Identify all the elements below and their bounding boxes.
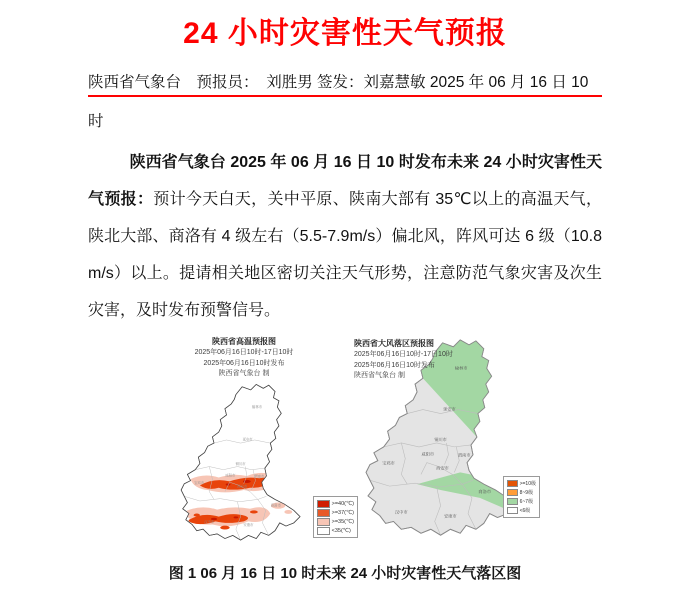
legend-label: 8~9级 [519, 490, 534, 496]
city-label: 商洛市 [478, 489, 492, 494]
city-label: 汉中市 [395, 509, 408, 515]
wind-legend [503, 476, 540, 518]
city-label: 安康市 [242, 522, 253, 527]
city-label: 榆林市 [251, 404, 262, 409]
legend-label: >=37(℃) [331, 509, 354, 516]
issuer-line: 陕西省气象台 预报员： 刘胜男 签发：刘嘉慧敏 2025 年 06 月 16 日 10 [88, 70, 602, 97]
temperature-legend [313, 496, 358, 538]
legend-label: >=40(℃) [331, 500, 354, 507]
city-label: 铜川市 [235, 461, 246, 466]
legend-entry [317, 526, 354, 535]
city-label: 宝鸡市 [193, 480, 204, 485]
legend-swatch [507, 507, 518, 514]
city-label: 延安市 [443, 406, 456, 412]
legend-label: <6级 [519, 508, 531, 514]
figure-caption: 图 1 06 月 16 日 10 时未来 24 小时灾害性天气落区图 [168, 565, 522, 582]
legend-label: 6~7级 [519, 499, 534, 505]
wind-map-title: 陕西省大风落区预报图 [354, 339, 434, 348]
forecast-content-text: 预计今天白天，关中平原、陕南大部有 35℃以上的高温天气，陕北大部、商洛有 4 级左右（5.5-7.9m/s）偏北风，阵风可达 6 级（10.8 m/s）以上。提请相关地区密切关注天气形势，注意防范气象灾害及次生灾害，及时发布预警信号。 [88, 191, 602, 319]
city-label: 咸阳市 [224, 473, 235, 478]
city-label: 西安市 [436, 465, 449, 471]
temperature-map-issued: 2025年06月16日10时发布 [203, 359, 285, 367]
wind-map-period: 2025年06月16日10时-17日10时 [354, 351, 453, 358]
temperature-map [178, 382, 311, 548]
wind-map-block [352, 334, 544, 550]
legend-entry [507, 488, 536, 497]
legend-entry [317, 517, 354, 526]
legend-label: >=35(℃) [331, 518, 354, 525]
legend-swatch [317, 518, 330, 526]
city-label: 榆林市 [454, 365, 468, 371]
maps-row [0, 334, 690, 550]
city-label: 延安市 [242, 437, 253, 442]
legend-entry [507, 479, 536, 488]
temperature-map-block [128, 334, 360, 550]
legend-swatch [507, 480, 518, 487]
temperature-map-agency: 陕西省气象台 制 [218, 370, 270, 377]
legend-label: <35(℃) [331, 527, 351, 534]
city-label: 西安市 [236, 484, 247, 489]
legend-entry [317, 508, 354, 517]
forecast-lead-text: 陕西省气象台 2025 年 06 月 16 日 10 时发布未来 24 小时灾害性天气预报： [88, 154, 602, 208]
legend-entry [507, 497, 536, 506]
legend-swatch [317, 527, 330, 535]
city-label: 渭南市 [253, 474, 264, 479]
city-label: 咸阳市 [421, 451, 435, 457]
city-label: 渭南市 [457, 452, 471, 458]
legend-swatch [507, 489, 518, 496]
issuer-line-wrap: 时 [88, 113, 104, 130]
temperature-map-title: 陕西省高温预报图 [212, 337, 276, 346]
wind-map-issued: 2025年06月16日10时发布 [354, 361, 435, 369]
forecast-paragraph [88, 144, 602, 329]
city-label: 汉中市 [203, 519, 214, 524]
city-label: 商洛市 [270, 502, 281, 507]
wind-map-agency: 陕西省气象台 制 [354, 372, 405, 379]
document-title: 24 小时灾害性天气预报 [183, 17, 507, 50]
legend-swatch [317, 509, 330, 517]
legend-entry [507, 506, 536, 515]
city-label: 安康市 [444, 513, 457, 519]
legend-swatch [507, 498, 518, 505]
issuer-block [88, 70, 602, 131]
legend-entry [317, 499, 354, 508]
city-label: 宝鸡市 [382, 460, 395, 466]
legend-label: >=10级 [519, 481, 536, 487]
temperature-map-header [128, 336, 360, 380]
city-label: 铜川市 [434, 437, 447, 442]
legend-swatch [317, 500, 330, 508]
temperature-map-period: 2025年06月16日10时-17日10时 [194, 349, 294, 356]
wind-map-header [354, 338, 462, 382]
